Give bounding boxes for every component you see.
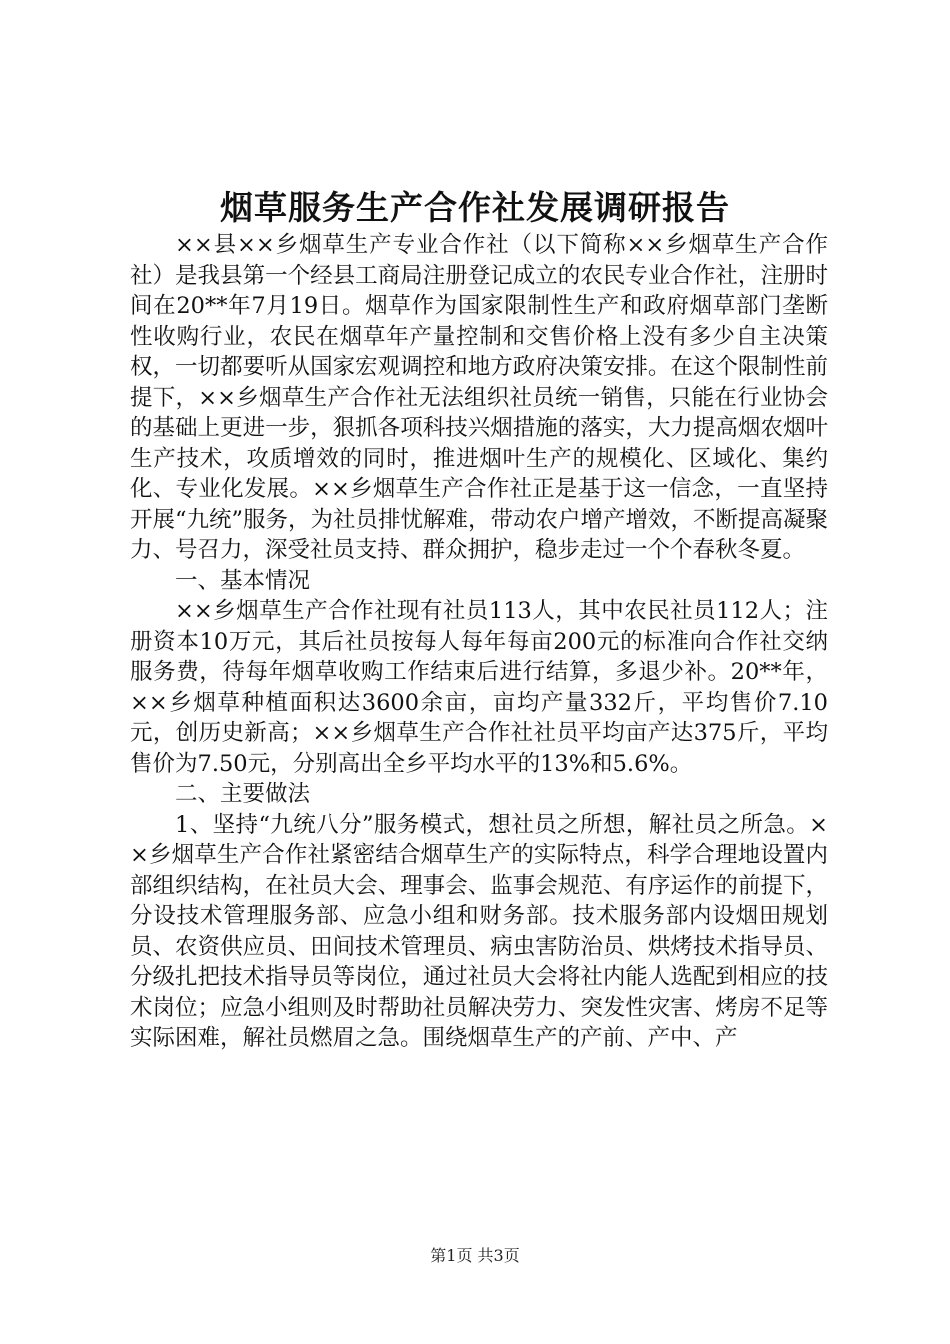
- paragraph-intro: ××县××乡烟草生产专业合作社（以下简称××乡烟草生产合作社）是我县第一个经县工商局注册登记成立的农民专业合作社，注册时间在20**年7月19日。烟草作为国家限制性生产和政府烟草部门垄断性收购行业，农民在烟草年产量控制和交售价格上没有多少自主决策权，一切都要听从国家宏观调控和地方政府决策安排。在这个限制性前提下，××乡烟草生产合作社无法组织社员统一销售，只能在行业协会的基础上更进一步，狠抓各项科技兴烟措施的落实，大力提高烟农烟叶生产技术，攻质增效的同时，推进烟叶生产的规模化、区域化、集约化、专业化发展。××乡烟草生产合作社正是基于这一信念，一直坚持开展“九统”服务，为社员排忧解难，带动农户增产增效，不断提高凝聚力、号召力，深受社员支持、群众拥护，稳步走过一个个春秋冬夏。: [130, 232, 829, 563]
- page-number-footer: 第1页 共3页: [430, 1246, 520, 1265]
- section-heading-basic-situation: 一、基本情况: [175, 567, 311, 594]
- document-body: [130, 230, 828, 1054]
- paragraph-basic-situation: ××乡烟草生产合作社现有社员113人，其中农民社员112人；注册资本10万元，其后社员按每人每年每亩200元的标准向合作社交纳服务费，待每年烟草收购工作结束后进行结算，多退少补。20**年，××乡烟草种植面积达3600余亩，亩均产量332斤，平均售价7.10元，创历史新高；××乡烟草生产合作社社员平均亩产达375斤，平均售价为7.50元，分别高出全乡平均水平的13%和5.6%。: [130, 598, 828, 777]
- paragraph-main-practices: 1、坚持“九统八分”服务模式，想社员之所想，解社员之所急。××乡烟草生产合作社紧密结合烟草生产的实际特点，科学合理地设置内部组织结构，在社员大会、理事会、监事会规范、有序运作的前提下，分设技术管理服务部、应急小组和财务部。技术服务部内设烟田规划员、农资供应员、田间技术管理员、病虫害防治员、烘烤技术指导员、分级扎把技术指导员等岗位，通过社员大会将社内能人选配到相应的技术岗位；应急小组则及时帮助社员解决劳力、突发性灾害、烤房不足等实际困难，解社员燃眉之急。围绕烟草生产的产前、产中、产: [130, 811, 828, 1051]
- document-title: 烟草服务生产合作社发展调研报告: [220, 188, 730, 227]
- section-heading-main-practices: 二、主要做法: [175, 781, 311, 807]
